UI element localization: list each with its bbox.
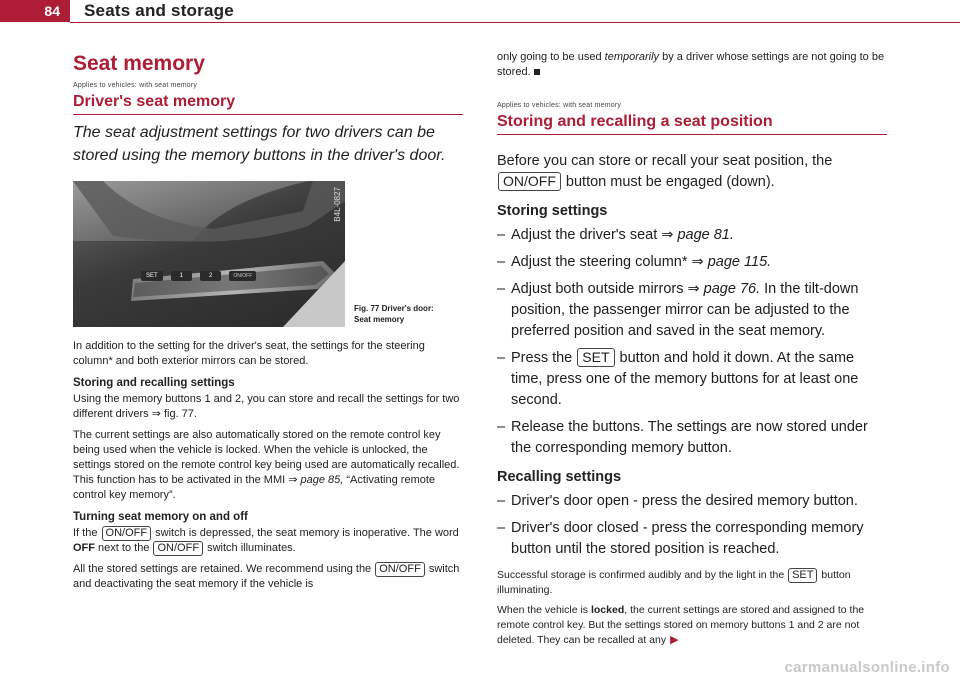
on-off-key: ON/OFF bbox=[102, 526, 152, 541]
chapter-title: Seats and storage bbox=[84, 1, 234, 20]
list-item: – Driver's door closed - press the corresponding memory button until the stored position is reached. bbox=[497, 518, 887, 560]
watermark: carmanualsonline.info bbox=[784, 659, 950, 676]
paragraph: Using the memory buttons 1 and 2, you can store and recall the settings for two different drivers ⇒ fig. 77. bbox=[73, 393, 460, 420]
section-title: Seat memory bbox=[73, 52, 205, 75]
page-reference[interactable]: page 85, bbox=[300, 474, 344, 486]
applies-note: Applies to vehicles: with seat memory bbox=[73, 82, 198, 89]
door-panel-illustration bbox=[73, 181, 345, 327]
on-off-key: ON/OFF bbox=[153, 541, 203, 556]
memory-button-2[interactable]: 2 bbox=[200, 271, 221, 281]
on-off-key: ON/OFF bbox=[498, 172, 561, 191]
header-rule bbox=[70, 22, 960, 23]
paragraph: Before you can store or recall your seat position, the ON/OFF button must be engaged (down). bbox=[497, 153, 833, 190]
heading-storing-recalling: Storing and recalling settings bbox=[73, 377, 235, 389]
list-item: – Adjust the driver's seat ⇒ page 81. bbox=[497, 225, 887, 246]
paragraph: The current settings are also automatically stored on the remote control key being used when the vehicle is locked. When the vehicle is unlocked, the settings stored on the remote control key being used are automatically recalled. This function has to be activated in the MMI ⇒ page 85, “Activating remote control key memory”. bbox=[73, 429, 460, 501]
subsection-title: Driver's seat memory bbox=[73, 93, 463, 115]
heading-recalling: Recalling settings bbox=[497, 469, 622, 485]
paragraph: Successful storage is confirmed audibly and by the light in the SET button illuminating. bbox=[497, 569, 851, 596]
list-item: – Press the SET button and hold it down. At the same time, press one of the memory buttons for at least one second. bbox=[497, 348, 887, 411]
continue-arrow-icon: ▶ bbox=[670, 634, 679, 646]
page-reference[interactable]: page 76. bbox=[703, 281, 761, 297]
paragraph: All the stored settings are retained. We recommend using the ON/OFF switch and deactivating the seat memory if the vehicle is bbox=[73, 563, 460, 590]
door-panel-image bbox=[73, 181, 345, 327]
set-button[interactable]: SET bbox=[141, 271, 163, 281]
heading-turning-on-off: Turning seat memory on and off bbox=[73, 511, 248, 523]
figure-caption: Fig. 77 Driver's door: Seat memory bbox=[354, 304, 434, 324]
right-column bbox=[497, 50, 887, 653]
applies-note: Applies to vehicles: with seat memory bbox=[497, 102, 622, 109]
list-item: – Driver's door open - press the desired memory button. bbox=[497, 491, 887, 512]
left-column bbox=[73, 40, 463, 598]
paragraph: If the ON/OFF switch is depressed, the seat memory is inoperative. The word OFF next to the ON/OFF switch illuminates. bbox=[73, 527, 459, 554]
page-reference[interactable]: page 81. bbox=[677, 227, 734, 243]
paragraph: When the vehicle is locked, the current settings are stored and assigned to the remote control key. But the settings stored on memory buttons 1 and 2 are not deleted. They can be recalled at any ▶ bbox=[497, 604, 865, 646]
page-number: 84 bbox=[0, 0, 70, 22]
continued-paragraph: only going to be used temporarily by a driver whose settings are not going to be stored. bbox=[497, 51, 885, 78]
end-mark-icon bbox=[534, 69, 540, 75]
on-off-key: ON/OFF bbox=[375, 562, 425, 577]
memory-button-1[interactable]: 1 bbox=[171, 271, 192, 281]
heading-storing: Storing settings bbox=[497, 203, 608, 219]
figure-code: B4L-0827 bbox=[333, 187, 342, 222]
list-item: – Release the buttons. The settings are now stored under the corresponding memory button. bbox=[497, 417, 887, 459]
paragraph: In addition to the setting for the driver's seat, the settings for the steering column* and both exterior mirrors can be stored. bbox=[73, 340, 425, 367]
recalling-steps bbox=[497, 491, 887, 560]
storing-steps bbox=[497, 225, 887, 459]
page-reference[interactable]: page 115. bbox=[707, 254, 772, 270]
on-off-button[interactable]: ON/OFF bbox=[229, 271, 256, 281]
set-key: SET bbox=[577, 348, 614, 367]
list-item: – Adjust the steering column* ⇒ page 115. bbox=[497, 252, 887, 273]
set-key: SET bbox=[788, 568, 817, 583]
figure-77 bbox=[73, 181, 463, 327]
subsection-title: Storing and recalling a seat position bbox=[497, 113, 887, 135]
intro-text: The seat adjustment settings for two drivers can be stored using the memory buttons in the driver's door. bbox=[73, 124, 446, 164]
list-item: – Adjust both outside mirrors ⇒ page 76. In the tilt-down position, the passenger mirror can be adjusted to the preferred position and saved in the seat memory. bbox=[497, 279, 887, 342]
